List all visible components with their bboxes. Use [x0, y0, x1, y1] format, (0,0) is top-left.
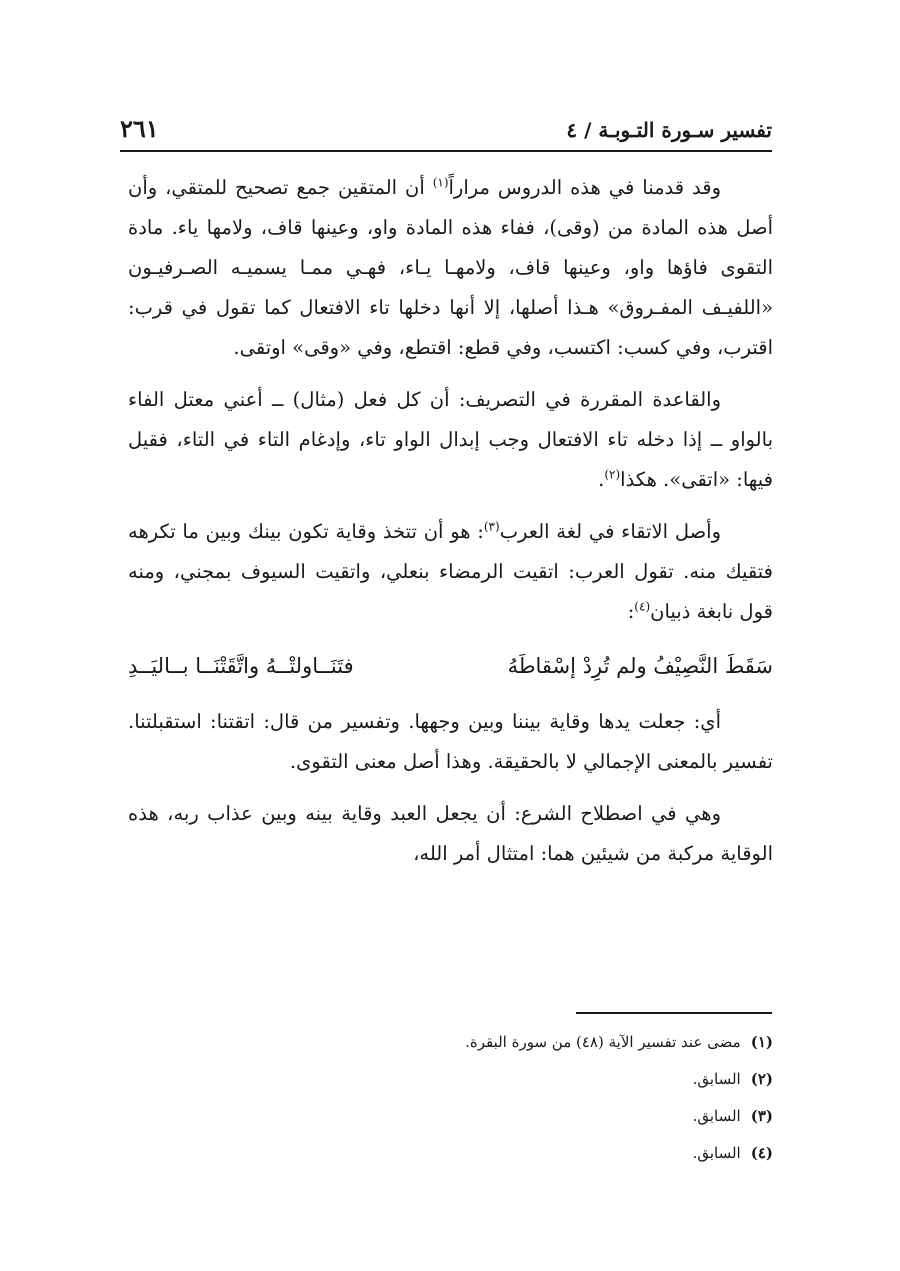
header-divider — [120, 150, 772, 152]
paragraph-3-text-2: : هو أن تتخذ وقاية تكون بينك وبين ما تكرهه فتقيك منه. تقول العرب: اتقيت الرمضاء بنعلي، واتقيت السيوف بمجني، ومنه قول نابغة ذبيان — [128, 520, 773, 623]
footnote-text: مضى عند تفسير الآية (٤٨) من سورة البقرة. — [465, 1033, 741, 1051]
footnote-ref-1[interactable]: (١) — [432, 175, 449, 190]
paragraph-3 — [128, 512, 773, 632]
footnote-3 — [128, 1098, 773, 1135]
footnote-4 — [128, 1135, 773, 1172]
paragraph-1-text-1: وقد قدمنا في هذه الدروس مراراً — [448, 176, 721, 199]
page-number: ٢٦١ — [120, 114, 159, 143]
footnote-2 — [128, 1061, 773, 1098]
paragraph-2-text-1: والقاعدة المقررة في التصريف: أن كل فعل (مثال) ــ أعني معتل الفاء بالواو ــ إذا دخله تاء الافتعال وجب إبدال الواو تاء، وإدغام التاء في التاء، فقيل فيها: «اتقى». هكذا — [128, 388, 773, 491]
footnote-number: (٤) — [750, 1144, 773, 1162]
paragraph-3-text-3: : — [627, 600, 635, 623]
paragraph-2 — [128, 380, 773, 500]
verse-second-hemistich: فتَنَــاولتْــهُ واتَّقَتْنَــا بــاليَــدِ — [128, 654, 354, 678]
running-header — [120, 112, 772, 152]
paragraph-1-text-2: أن المتقين جمع تصحيح للمتقي، وأن أصل هذه المادة من (وقى)، ففاء هذه المادة واو، وعينها قاف، ولامها ياء. مادة التقوى فاؤها واو، وعينها قاف، ولامهـا يـاء، فهـي ممـا يسميـه الصـرفيـون «اللفيـف المفـروق» هـذا أصلها، إلا أنها دخلها تاء الافتعال كما تقول في قرب: اقترب، وفي كسب: اكتسب، وفي قطع: اقتطع، وفي «وقى» اوتقى. — [128, 176, 773, 359]
footnote-ref-4[interactable]: (٤) — [634, 599, 651, 614]
footnote-text: السابق. — [692, 1144, 741, 1162]
paragraph-2-text-2: . — [598, 468, 605, 491]
header-title: تفسير سـورة التـوبـة / ٤ — [566, 118, 772, 142]
footnote-number: (٢) — [750, 1070, 773, 1088]
footnote-ref-2[interactable]: (٢) — [604, 467, 621, 482]
footnote-number: (٣) — [750, 1107, 773, 1125]
paragraph-4: أي: جعلت يدها وقاية بيننا وبين وجهها. وتفسير من قال: اتقتنا: استقبلتنا. تفسير بالمعنى الإجمالي لا بالحقيقة. وهذا أصل معنى التقوى. — [128, 710, 773, 773]
footnote-text: السابق. — [692, 1107, 741, 1125]
poetry-verse — [128, 644, 773, 688]
paragraph-3-text-1: وأصل الاتقاء في لغة العرب — [499, 520, 721, 543]
footnote-number: (١) — [750, 1033, 773, 1051]
verse-first-hemistich: سَقَطَ النَّصِيْفُ ولم تُرِدْ إسْقاطَهُ — [507, 654, 773, 678]
footnote-ref-3[interactable]: (٣) — [483, 519, 500, 534]
paragraph-5: وهي في اصطلاح الشرع: أن يجعل العبد وقاية بينه وبين عذاب ربه، هذه الوقاية مركبة من شيئين هما: امتثال أمر الله، — [128, 802, 773, 865]
main-text — [128, 168, 773, 886]
footnote-1 — [128, 1024, 773, 1061]
footnote-text: السابق. — [692, 1070, 741, 1088]
footnote-divider — [576, 1012, 772, 1014]
paragraph-1 — [128, 168, 773, 368]
footnotes — [128, 1024, 773, 1172]
